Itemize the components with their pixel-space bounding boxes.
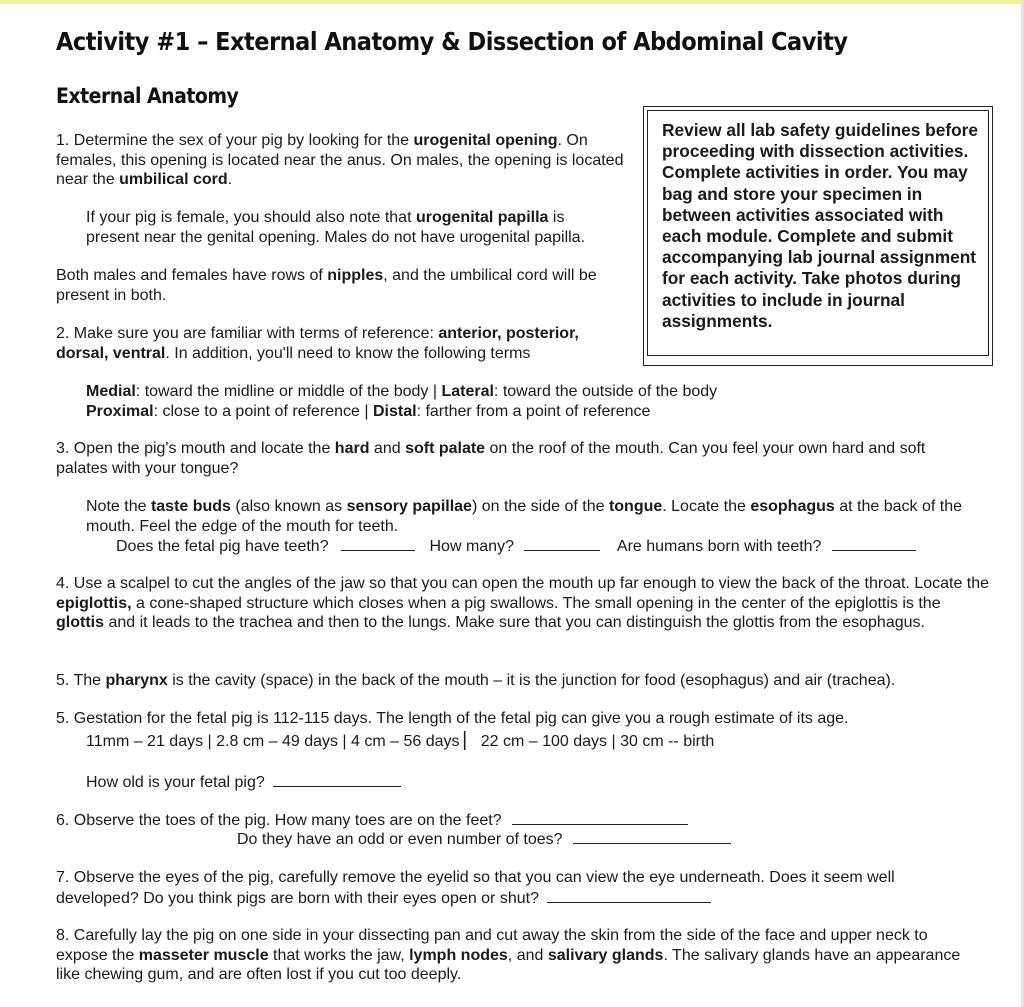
odd-even-blank[interactable]	[573, 829, 731, 844]
step-3-palate: 3. Open the pig's mouth and locate the hard and soft palate on the roof of the mouth. Can you feel your own hard and soft palates with your tongue?	[56, 440, 926, 477]
step-3-tongue-note: Note the taste buds (also known as sensory papillae) on the side of the tongue. Locate the esophagus at the back of the mouth. Feel the edge of the mouth for teeth.	[86, 498, 962, 535]
terms-row-medial-lateral: Medial: toward the midline or middle of the body | Lateral: toward the outside of the body	[86, 383, 718, 400]
step-7-eyes: 7. Observe the eyes of the pig, carefully remove the eyelid so that you can view the eye underneath. Does it seem well developed? Do you think pigs are born with their eyes open or shut?	[56, 869, 895, 907]
terms-row-proximal-distal: Proximal: close to a point of reference | Distal: farther from a point of reference	[86, 402, 651, 420]
step-1-female-note: If your pig is female, you should also note that urogenital papilla is present near the genital opening. Males do not have urogenital papilla.	[86, 209, 586, 246]
step-6-odd-even: Do they have an odd or even number of toes?	[237, 829, 731, 850]
step-4-epiglottis: 4. Use a scalpel to cut the angles of the jaw so that you can open the mouth up far enough to view the back of the throat. Locate the epiglottis, a cone-shaped structure which closes when a pig swallows. The small opening in the center of the epiglottis is the glottis and it leads to the trachea and then to the lungs. Make sure that you can distinguish the glottis from the esophagus.	[56, 575, 990, 631]
step-1-sex: 1. Determine the sex of your pig by looking for the urogenital opening. On females, this opening is located near the anus. On males, the opening is located near the umbilical cord.	[56, 132, 624, 188]
eyes-answer-blank[interactable]	[547, 888, 711, 903]
safety-notice-text: Review all lab safety guidelines before proceeding with dissection activities. Complete activities in order. You may bag and store your specimen in between activities associated with each module. Complete and submit accompanying lab journal assignment for each activity. Take photos during activities to include in journal assignments.	[647, 110, 989, 356]
step-1-nipples: Both males and females have rows of nipples, and the umbilical cord will be present in both.	[56, 267, 597, 304]
step-2-terms: 2. Make sure you are familiar with terms of reference: anterior, posterior, dorsal, ventral. In addition, you'll need to know the following terms	[56, 325, 579, 362]
teeth-questions: Does the fetal pig have teeth? How many? Are humans born with teeth?	[116, 536, 916, 557]
top-border	[0, 0, 1024, 4]
step-8-masseter: 8. Carefully lay the pig on one side in your dissecting pan and cut away the skin from the side of the face and upper neck to expose the masseter muscle that works the jaw, lymph nodes, and salivary glands. The salivary glands have an appearance like chewing gum, and are often lost if you cut too deeply.	[56, 927, 961, 983]
teeth-answer-blank[interactable]	[341, 536, 415, 551]
age-length-scale: 11mm – 21 days | 2.8 cm – 49 days | 4 cm – 56 days ▏ 22 cm – 100 days | 30 cm -- birth	[86, 733, 715, 750]
terms-list	[86, 382, 717, 421]
step-5-pharynx: 5. The pharynx is the cavity (space) in the back of the mouth – it is the junction for food (esophagus) and air (trachea).	[56, 672, 896, 689]
age-question: How old is your fetal pig?	[86, 772, 401, 793]
human-teeth-blank[interactable]	[832, 536, 916, 551]
page-title: Activity #1 – External Anatomy & Dissection of Abdominal Cavity	[56, 27, 848, 56]
toes-count-blank[interactable]	[512, 810, 688, 825]
teeth-count-blank[interactable]	[524, 536, 600, 551]
step-6-toes: 6. Observe the toes of the pig. How many toes are on the feet?	[56, 810, 688, 831]
section-heading: External Anatomy	[56, 84, 239, 108]
safety-notice-box	[643, 106, 993, 366]
age-answer-blank[interactable]	[273, 772, 401, 787]
step-5-gestation: 5. Gestation for the fetal pig is 112-115 days. The length of the fetal pig can give you a rough estimate of its age.	[56, 710, 849, 727]
